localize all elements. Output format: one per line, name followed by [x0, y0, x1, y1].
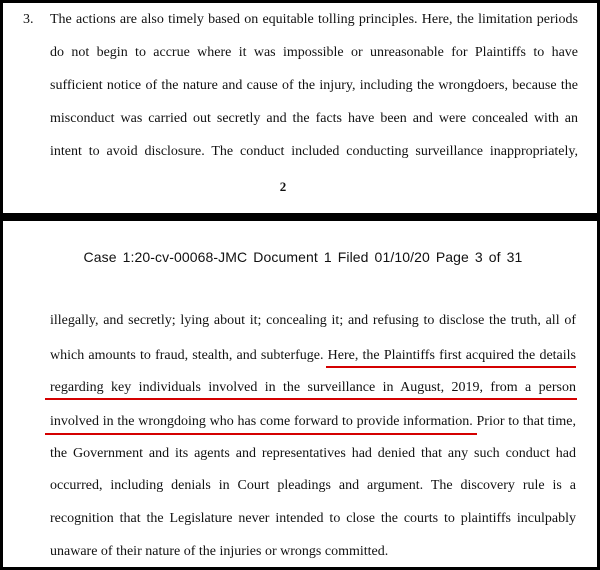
- text-line: do not begin to accrue where it was impossible or unreasonable for Plaintiffs to have: [50, 45, 578, 60]
- text-line: which amounts to fraud, stealth, and subterfuge. Here, the Plaintiffs first acquired the details: [50, 348, 576, 363]
- text-line: illegally, and secretly; lying about it; concealing it; and refusing to disclose the truth, all of: [50, 313, 576, 328]
- text-line: sufficient notice of the nature and cause of the injury, including the wrongdoers, because the: [50, 78, 578, 93]
- text-line: misconduct was carried out secretly and the facts have been and were concealed with an: [50, 111, 578, 126]
- paragraph-number: 3.: [23, 12, 34, 27]
- page-number: 2: [279, 179, 287, 194]
- highlight-underline: [326, 366, 576, 368]
- text-line: occurred, including denials in Court pleadings and argument. The discovery rule is a: [50, 478, 576, 493]
- case-header: Case 1:20-cv-00068-JMC Document 1 Filed 01/10/20 Page 3 of 31: [83, 249, 523, 265]
- text-line: The actions are also timely based on equitable tolling principles. Here, the limitation periods: [50, 12, 578, 27]
- text-line: recognition that the Legislature never intended to close the courts to plaintiffs inculpably: [50, 511, 576, 526]
- highlight-underline: [45, 433, 477, 435]
- text-line: intent to avoid disclosure. The conduct included conducting surveillance inappropriately,: [50, 144, 578, 159]
- text-line: the Government and its agents and representatives had denied that any such conduct had: [50, 446, 576, 461]
- text-line: involved in the wrongdoing who has come forward to provide information. Prior to that time,: [50, 414, 576, 429]
- text-line: regarding key individuals involved in the surveillance in August, 2019, from a person: [50, 380, 576, 395]
- highlight-underline: [45, 398, 577, 400]
- text-line: unaware of their nature of the injuries or wrongs committed.: [50, 544, 389, 559]
- page-divider: [3, 213, 600, 221]
